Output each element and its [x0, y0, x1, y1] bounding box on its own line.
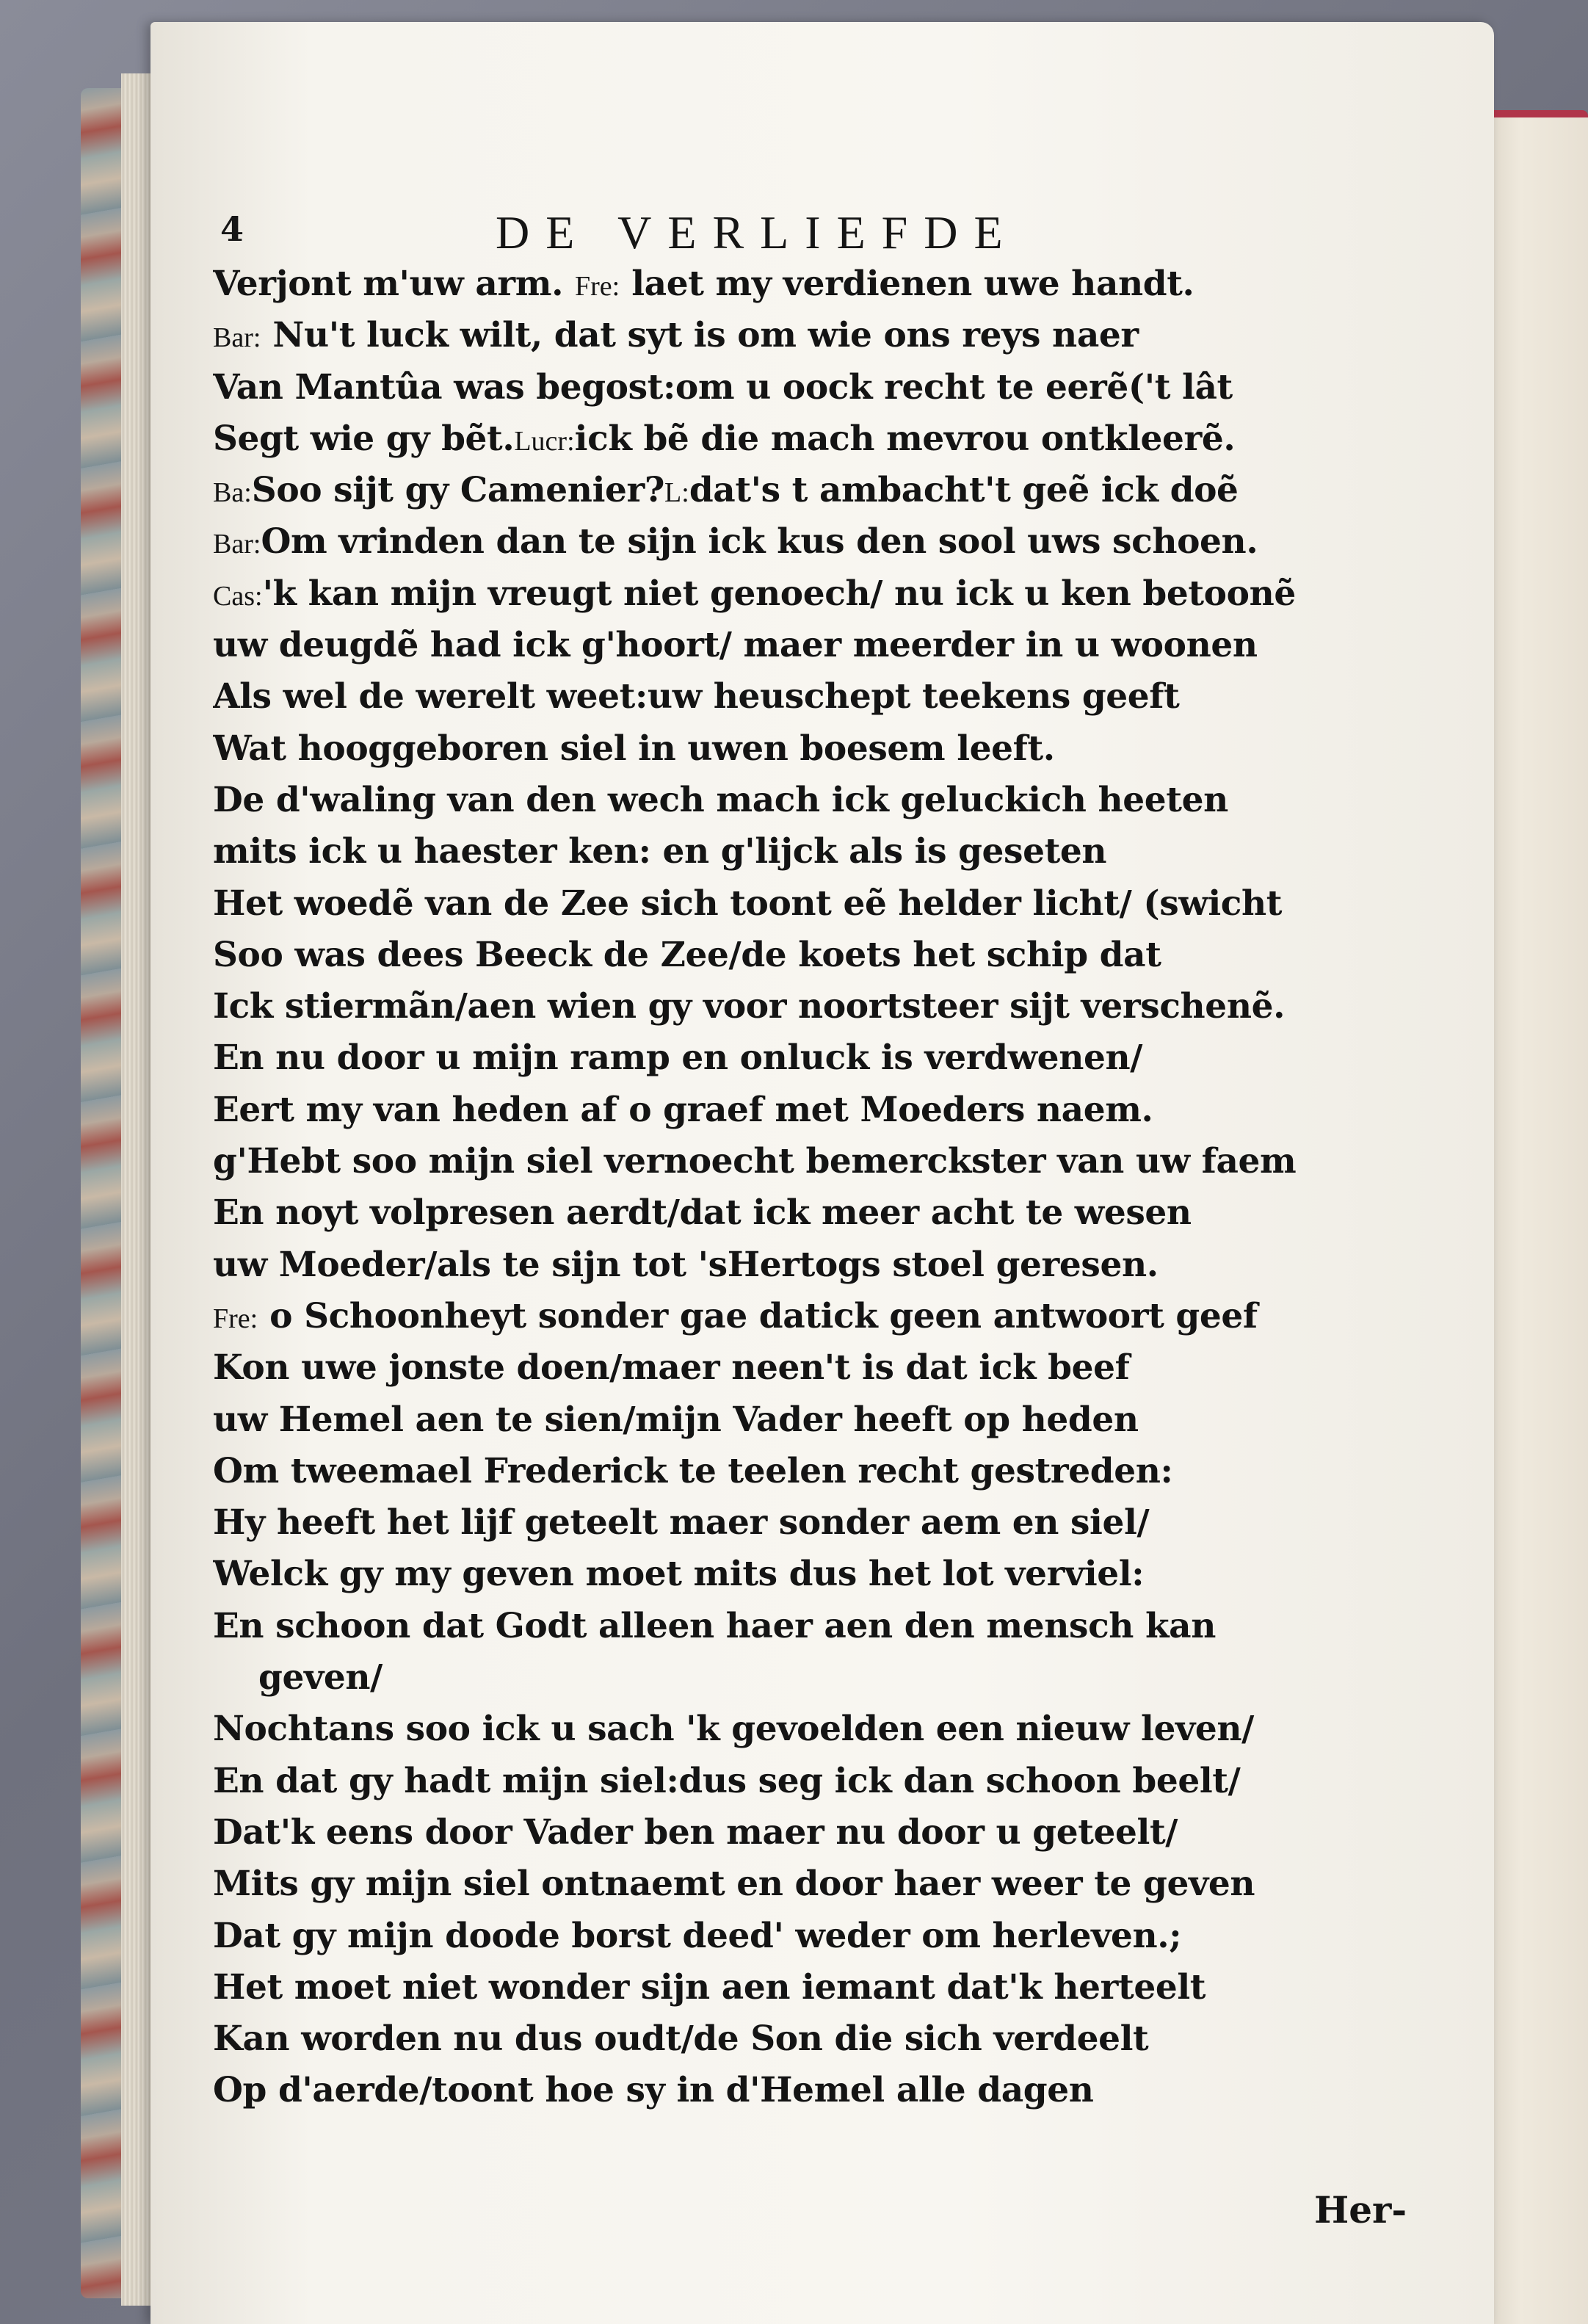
speaker-label: Lucr: — [514, 425, 575, 457]
verse-line — [213, 258, 1461, 310]
verse-line — [213, 1601, 1461, 1652]
verse-line — [213, 413, 1461, 465]
verse-text: Wat hooggeboren siel in uwen boesem leeft. — [213, 728, 1055, 769]
verse-line — [213, 878, 1461, 930]
verse-text: Om tweemael Frederick te teelen recht gestreden: — [213, 1450, 1173, 1491]
verse-text: dat's t ambacht't geẽ ick doẽ — [689, 470, 1239, 511]
verse-line — [213, 826, 1461, 877]
verse-text-block — [213, 258, 1461, 2117]
verse-text: Dat'k eens door Vader ben maer nu door u geteelt/ — [213, 1811, 1178, 1853]
catchword: Her- — [1314, 2188, 1407, 2231]
verse-line — [213, 1446, 1461, 1497]
verse-line — [213, 2065, 1461, 2116]
running-head: DE VERLIEFDE — [496, 206, 1019, 258]
verse-line — [213, 1085, 1461, 1136]
verse-line — [213, 775, 1461, 826]
verse-text: uw deugdẽ had ick g'hoort/ maer meerder in u woonen — [213, 625, 1258, 666]
verse-text: Ick stiermãn/aen wien gy voor noortsteer sijt verschenẽ. — [213, 986, 1286, 1027]
verse-text: Kan worden nu dus oudt/de Son die sich verdeelt — [213, 2019, 1149, 2060]
verse-text: Hy heeft het lijf geteelt maer sonder aem en siel/ — [213, 1502, 1150, 1543]
verse-text: Dat gy mijn doode borst deed' weder om herleven.; — [213, 1915, 1182, 1956]
verse-text: Van Mantûa was begost:om u oock recht te eerẽ('t lât — [213, 366, 1233, 408]
verse-line — [213, 671, 1461, 723]
verse-text: geven/ — [258, 1657, 383, 1698]
verse-text: Als wel de werelt weet:uw heuschept teekens geeft — [213, 676, 1180, 717]
verse-text: Soo sijt gy Camenier? — [251, 470, 665, 511]
verse-line — [213, 362, 1461, 413]
verse-text: En noyt volpresen aerdt/dat ick meer acht te wesen — [213, 1192, 1192, 1234]
verse-line — [213, 465, 1461, 516]
verse-line — [213, 1858, 1461, 1910]
verse-text: laet my verdienen uwe handt. — [620, 264, 1194, 304]
verse-line — [213, 930, 1461, 981]
page-number: 4 — [220, 209, 244, 249]
verse-line — [213, 1239, 1461, 1291]
speaker-label: L: — [664, 477, 689, 509]
verse-text: Het woedẽ van de Zee sich toont eẽ helder licht/ (swicht — [213, 883, 1283, 924]
speaker-label: Fre: — [575, 271, 620, 302]
verse-line — [213, 620, 1461, 671]
speaker-label: Ba: — [213, 477, 252, 509]
verse-line — [213, 1497, 1461, 1549]
verse-line — [213, 1187, 1461, 1239]
verse-line — [213, 516, 1461, 568]
verse-line — [213, 310, 1461, 361]
verse-text: ick bẽ die mach mevrou ontkleerẽ. — [574, 418, 1236, 459]
verse-text: uw Hemel aen te sien/mijn Vader heeft op heden — [213, 1399, 1139, 1440]
verse-line — [213, 1652, 1461, 1704]
verse-text: Soo was dees Beeck de Zee/de koets het schip dat — [213, 934, 1161, 975]
verse-text: o Schoonheyt sonder gae datick geen antwoort geef — [258, 1295, 1258, 1336]
speaker-label: Cas: — [213, 580, 263, 612]
verse-line — [213, 1032, 1461, 1084]
verse-text: Welck gy my geven moet mits dus het lot verviel: — [213, 1554, 1145, 1595]
speaker-label: Bar: — [213, 322, 261, 354]
verse-text: Segt wie gy bẽt. — [213, 418, 515, 459]
verse-text: Kon uwe jonste doen/maer neen't is dat ick beef — [213, 1347, 1130, 1389]
verse-text: Mits gy mijn siel ontnaemt en door haer weer te geven — [213, 1864, 1255, 1905]
verse-line — [213, 1756, 1461, 1807]
verse-text: 'k kan mijn vreugt niet genoech/ nu ick u ken betoonẽ — [262, 573, 1296, 614]
verse-line — [213, 1962, 1461, 2013]
verse-line — [213, 1704, 1461, 1755]
verse-line — [213, 1342, 1461, 1394]
speaker-label: Bar: — [213, 529, 261, 560]
verse-line — [213, 1807, 1461, 1858]
verse-text: En schoon dat Godt alleen haer aen den mensch kan — [213, 1605, 1217, 1646]
verse-line — [213, 2013, 1461, 2065]
verse-line — [213, 568, 1461, 620]
verse-text: Op d'aerde/toont hoe sy in d'Hemel alle dagen — [213, 2070, 1094, 2111]
verse-line — [213, 1911, 1461, 1962]
verse-text: g'Hebt soo mijn siel vernoecht bemerckster van uw faem — [213, 1141, 1297, 1182]
speaker-label: Fre: — [213, 1303, 258, 1334]
verse-line — [213, 1394, 1461, 1446]
verse-text: Het moet niet wonder sijn aen iemant dat'k herteelt — [213, 1966, 1206, 2008]
verse-text: Nochtans soo ick u sach 'k gevoelden een nieuw leven/ — [213, 1709, 1254, 1750]
verse-line — [213, 1136, 1461, 1187]
verse-text: uw Moeder/als te sijn tot 'sHertogs stoel geresen. — [213, 1244, 1159, 1285]
verse-line — [213, 1549, 1461, 1600]
verse-text: Om vrinden dan te sijn ick kus den sool uws schoen. — [261, 521, 1258, 562]
verse-text: Verjont m'uw arm. — [213, 264, 576, 304]
verse-line — [213, 981, 1461, 1032]
verse-text: Nu't luck wilt, dat syt is om wie ons reys naer — [261, 315, 1139, 356]
verse-text: En nu door u mijn ramp en onluck is verdwenen/ — [213, 1038, 1142, 1079]
verse-text: Eert my van heden af o graef met Moeders naem. — [213, 1089, 1153, 1130]
verse-line — [213, 1291, 1461, 1342]
verse-line — [213, 723, 1461, 775]
verse-text: mits ick u haester ken: en g'lijck als is geseten — [213, 831, 1107, 872]
verse-text: En dat gy hadt mijn siel:dus seg ick dan schoon beelt/ — [213, 1760, 1241, 1801]
verse-text: De d'waling van den wech mach ick geluckich heeten — [213, 779, 1228, 820]
